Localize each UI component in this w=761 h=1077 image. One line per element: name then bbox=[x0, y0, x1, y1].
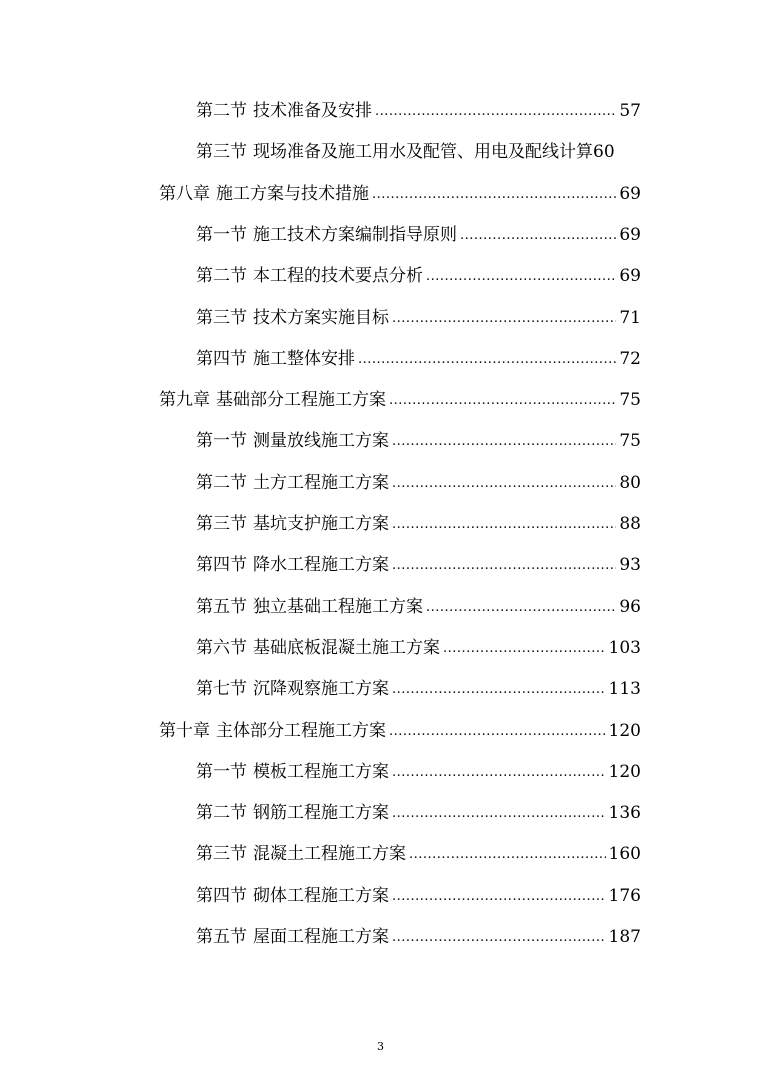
toc-entry-page: 160 bbox=[608, 844, 641, 864]
toc-dot-leader bbox=[375, 94, 616, 130]
toc-entry-number: 第九章 bbox=[159, 390, 210, 410]
toc-entry-number: 第三节 bbox=[196, 142, 247, 162]
toc-section-entry[interactable] bbox=[0, 217, 641, 253]
toc-dot-leader bbox=[426, 590, 616, 626]
toc-entry-page: 88 bbox=[619, 514, 641, 534]
toc-chapter-entry[interactable] bbox=[0, 713, 641, 749]
toc-section-entry[interactable] bbox=[0, 795, 641, 831]
toc-entry-number: 第五节 bbox=[196, 597, 247, 617]
toc-entry-number: 第二节 bbox=[196, 101, 247, 121]
toc-entry-page: 72 bbox=[619, 349, 641, 369]
toc-entry-page: 69 bbox=[619, 266, 641, 286]
toc-entry-title: 砌体工程施工方案 bbox=[253, 886, 389, 906]
toc-entry-page: 176 bbox=[608, 886, 641, 906]
toc-entry-page: 80 bbox=[619, 473, 641, 493]
toc-entry-number: 第三节 bbox=[196, 514, 247, 534]
toc-section-entry[interactable] bbox=[0, 836, 641, 872]
toc-dot-leader bbox=[392, 507, 616, 543]
toc-entry-page: 187 bbox=[608, 927, 641, 947]
toc-dot-leader bbox=[358, 342, 616, 378]
toc-entry-page: 120 bbox=[608, 721, 641, 741]
toc-section-entry[interactable] bbox=[0, 134, 641, 170]
toc-entry-page: 71 bbox=[619, 308, 641, 328]
toc-dot-leader bbox=[392, 466, 616, 502]
toc-entry-title: 基坑支护施工方案 bbox=[253, 514, 389, 534]
toc-dot-leader bbox=[426, 259, 616, 295]
toc-entry-number: 第四节 bbox=[196, 886, 247, 906]
toc-entry-page: 69 bbox=[619, 184, 641, 204]
toc-section-entry[interactable] bbox=[0, 878, 641, 914]
toc-chapter-entry[interactable] bbox=[0, 382, 641, 418]
toc-entry-page: 69 bbox=[619, 225, 641, 245]
toc-section-entry[interactable] bbox=[0, 423, 641, 459]
toc-entry-title: 独立基础工程施工方案 bbox=[253, 597, 423, 617]
toc-section-entry[interactable] bbox=[0, 630, 641, 666]
toc-entry-title: 施工方案与技术措施 bbox=[216, 184, 369, 204]
toc-entry-title: 主体部分工程施工方案 bbox=[216, 721, 386, 741]
toc-entry-page: 103 bbox=[608, 638, 641, 658]
toc-section-entry[interactable] bbox=[0, 671, 641, 707]
toc-dot-leader bbox=[392, 548, 616, 584]
toc-entry-number: 第五节 bbox=[196, 927, 247, 947]
toc-dot-leader bbox=[392, 796, 606, 832]
toc-dot-leader bbox=[392, 879, 606, 915]
toc-entry-title: 技术准备及安排 bbox=[253, 101, 372, 121]
toc-entry-title: 降水工程施工方案 bbox=[253, 555, 389, 575]
toc-dot-leader bbox=[392, 301, 616, 337]
toc-entry-number: 第三节 bbox=[196, 844, 247, 864]
toc-chapter-entry[interactable] bbox=[0, 176, 641, 212]
toc-section-entry[interactable] bbox=[0, 341, 641, 377]
toc-section-entry[interactable] bbox=[0, 506, 641, 542]
toc-entry-title: 沉降观察施工方案 bbox=[253, 679, 389, 699]
toc-section-entry[interactable] bbox=[0, 754, 641, 790]
toc-entry-number: 第三节 bbox=[196, 308, 247, 328]
toc-entry-title: 施工技术方案编制指导原则 bbox=[253, 225, 457, 245]
toc-entry-page: 60 bbox=[593, 142, 615, 162]
toc-section-entry[interactable] bbox=[0, 258, 641, 294]
toc-dot-leader bbox=[392, 755, 606, 791]
toc-dot-leader bbox=[389, 383, 616, 419]
toc-entry-number: 第一节 bbox=[196, 762, 247, 782]
toc-entry-number: 第十章 bbox=[159, 721, 210, 741]
toc-entry-number: 第一节 bbox=[196, 225, 247, 245]
toc-dot-leader bbox=[389, 714, 606, 750]
toc-entry-title: 施工整体安排 bbox=[253, 349, 355, 369]
toc-section-entry[interactable] bbox=[0, 93, 641, 129]
toc-entry-number: 第八章 bbox=[159, 184, 210, 204]
toc-dot-leader bbox=[392, 920, 606, 956]
toc-entry-page: 75 bbox=[619, 390, 641, 410]
toc-entry-title: 钢筋工程施工方案 bbox=[253, 803, 389, 823]
table-of-contents bbox=[0, 93, 761, 973]
toc-entry-number: 第二节 bbox=[196, 803, 247, 823]
toc-dot-leader bbox=[443, 631, 606, 667]
page-number: 3 bbox=[377, 1040, 384, 1053]
toc-entry-title: 本工程的技术要点分析 bbox=[253, 266, 423, 286]
toc-entry-number: 第二节 bbox=[196, 266, 247, 286]
toc-entry-number: 第六节 bbox=[196, 638, 247, 658]
toc-entry-title: 屋面工程施工方案 bbox=[253, 927, 389, 947]
toc-entry-page: 120 bbox=[608, 762, 641, 782]
toc-entry-number: 第四节 bbox=[196, 555, 247, 575]
toc-section-entry[interactable] bbox=[0, 589, 641, 625]
toc-section-entry[interactable] bbox=[0, 919, 641, 955]
toc-entry-number: 第一节 bbox=[196, 431, 247, 451]
toc-entry-title: 基础部分工程施工方案 bbox=[216, 390, 386, 410]
toc-entry-number: 第二节 bbox=[196, 473, 247, 493]
toc-entry-number: 第四节 bbox=[196, 349, 247, 369]
toc-section-entry[interactable] bbox=[0, 300, 641, 336]
toc-entry-title: 模板工程施工方案 bbox=[253, 762, 389, 782]
toc-entry-number: 第七节 bbox=[196, 679, 247, 699]
toc-entry-title: 技术方案实施目标 bbox=[253, 308, 389, 328]
toc-entry-title: 现场准备及施工用水及配管、用电及配线计算 bbox=[253, 142, 593, 162]
toc-dot-leader bbox=[392, 424, 616, 460]
toc-entry-title: 土方工程施工方案 bbox=[253, 473, 389, 493]
toc-entry-page: 75 bbox=[619, 431, 641, 451]
toc-section-entry[interactable] bbox=[0, 465, 641, 501]
toc-entry-page: 136 bbox=[608, 803, 641, 823]
toc-section-entry[interactable] bbox=[0, 547, 641, 583]
toc-entry-page: 57 bbox=[619, 101, 641, 121]
toc-entry-page: 96 bbox=[619, 597, 641, 617]
toc-dot-leader bbox=[409, 837, 606, 873]
toc-dot-leader bbox=[392, 672, 606, 708]
toc-entry-title: 测量放线施工方案 bbox=[253, 431, 389, 451]
toc-entry-page: 93 bbox=[619, 555, 641, 575]
toc-entry-title: 混凝土工程施工方案 bbox=[253, 844, 406, 864]
toc-entry-title: 基础底板混凝土施工方案 bbox=[253, 638, 440, 658]
toc-dot-leader bbox=[372, 177, 616, 213]
toc-dot-leader bbox=[460, 218, 616, 254]
toc-entry-page: 113 bbox=[608, 679, 641, 699]
